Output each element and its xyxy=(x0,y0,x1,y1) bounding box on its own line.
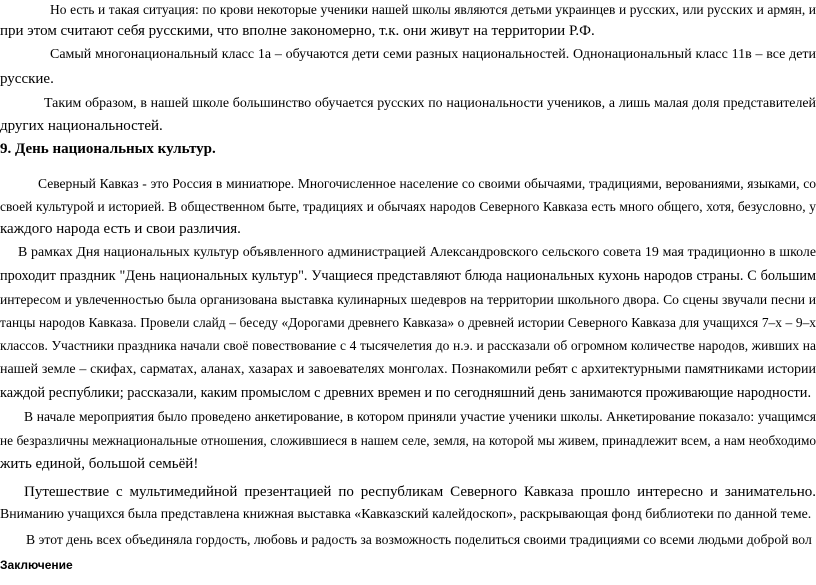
paragraph-presentation-line-2: Вниманию учащихся была представлена книжная выставка «Кавказский калейдоскоп», раскрывающая фонд библиотеки по данной теме. xyxy=(0,506,812,521)
paragraph-festival-line-7: каждой республики; рассказали, каким промыслом с древних времен и по сегодняшний день занимаются проживающие народности. xyxy=(0,385,812,401)
paragraph-festival-line-6: нашей земле – скифах, сарматах, аланах, хазарах и завоевателях монголах. Познакомили ребят с архитектурными памятниками истории xyxy=(0,362,816,377)
paragraph-festival-line-5: классов. Участники праздника начали своё повествование с 4 тысячелетия до н.э. и рассказали об огромном количестве народов, живших на xyxy=(0,338,816,353)
section-heading-national-cultures-day: 9. День национальных культур. xyxy=(0,141,216,157)
paragraph-north-caucasus-line-1: Северный Кавказ - это Россия в миниатюре. Многочисленное население со своими обычаями, традициями, верованиями, языками, со xyxy=(38,176,816,191)
paragraph-festival-line-3: интересом и увлеченностью была организована выставка кулинарных шедевров на территории школьного двора. Со сцены звучали песни и xyxy=(0,292,816,307)
paragraph-mixed-origin-line-1: Но есть и такая ситуация: по крови некоторые ученики нашей школы являются детьми украинцев и русских, или русских и армян, и xyxy=(50,2,816,17)
paragraph-mixed-origin-line-2: при этом считают себя русскими, что вполне закономерно, т.к. они живут на территории Р.Ф. xyxy=(0,23,595,39)
section-heading-conclusion: Заключение xyxy=(0,558,73,572)
paragraph-majority-line-1: Таким образом, в нашей школе большинство обучается русских по национальности учеников, а лишь малая доля представителей xyxy=(44,96,816,111)
paragraph-class-1a-line-1: Самый многонациональный класс 1а – обучаются дети семи разных национальностей. Однонациональный класс 11в – все дети xyxy=(50,47,816,62)
paragraph-north-caucasus-line-3: каждого народа есть и свои различия. xyxy=(0,221,241,237)
paragraph-majority-line-2: других национальностей. xyxy=(0,118,163,134)
paragraph-festival-line-4: танцы народов Кавказа. Провели слайд – беседу «Дорогами древнего Кавказа» о древней истории Северного Кавказа для учащихся 7–х – 9–х xyxy=(0,315,816,330)
paragraph-festival-line-2: проходит праздник "День национальных культур". Учащиеся представляют блюда национальных кухонь народов страны. С большим xyxy=(0,268,816,284)
paragraph-festival-line-1: В рамках Дня национальных культур объявленного администрацией Александровского сельского совета 19 мая традиционно в школе xyxy=(18,245,816,260)
paragraph-north-caucasus-line-2: своей культурой и историей. В общественном быте, традициях и обычаях народов Северного Кавказа есть много общего, хотя, безусловно, у xyxy=(0,199,816,214)
paragraph-survey-line-3: жить единой, большой семьёй! xyxy=(0,456,199,472)
paragraph-survey-line-2: не безразличны межнациональные отношения, сложившиеся в нашем селе, земля, на которой мы живем, принадлежит всем, а нам необходимо xyxy=(0,433,816,448)
paragraph-unity-line-1: В этот день всех объединяла гордость, любовь и радость за возможность поделиться своими традициями со всеми людьми доброй вол xyxy=(26,532,812,547)
paragraph-class-1a-line-2: русские. xyxy=(0,71,54,87)
paragraph-presentation-line-1: Путешествие с мультимедийной презентацией по республикам Северного Кавказа прошло интересно и занимательно. xyxy=(24,484,816,500)
paragraph-survey-line-1: В начале мероприятия было проведено анкетирование, в котором приняли участие ученики школы. Анкетирование показало: учащимся xyxy=(24,409,816,424)
